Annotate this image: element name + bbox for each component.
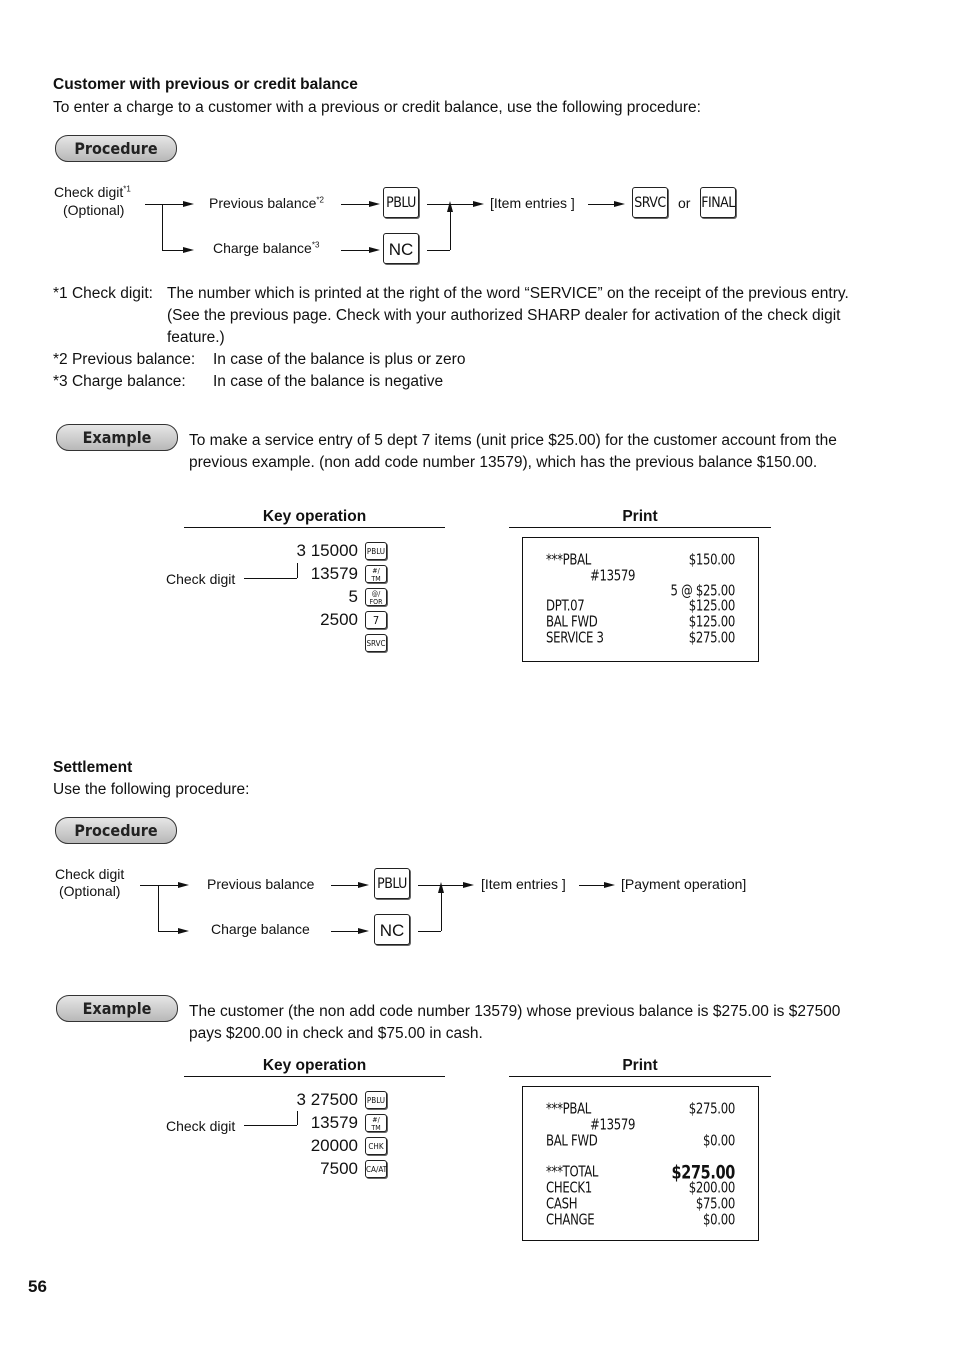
tm-key-small: #/ TM — [365, 1114, 387, 1132]
example-badge: Example — [56, 424, 178, 451]
flow-payment-operation: [Payment operation] — [621, 876, 747, 892]
procedure-badge: Procedure — [55, 135, 177, 162]
for-key-small: @/ FOR — [365, 588, 387, 606]
note-3-text: In case of the balance is negative — [213, 373, 444, 390]
note-2-text: In case of the balance is plus or zero — [213, 351, 466, 368]
receipt-1: ***PBAL $150.00 #13579 5 @ $25.00 DPT.07 $125.00 BAL FWD $125.00 SERVICE 3 $275.00 — [522, 537, 759, 662]
pblu-key: PBLU — [383, 187, 419, 218]
section-heading-settlement: Settlement — [53, 759, 133, 776]
flow-optional: (Optional) — [59, 883, 121, 899]
chk-key-small: CHK — [365, 1137, 387, 1155]
tm-key-small: #/ TM — [365, 565, 387, 583]
caat-key-small: CA/AT — [365, 1160, 387, 1178]
flow-check-digit: Check digit$^{*1}$ — [54, 184, 131, 200]
key-op-value: 20000 — [310, 1136, 358, 1155]
final-key: FINAL — [700, 187, 736, 218]
key-op-value: 3 27500 — [296, 1090, 358, 1109]
flow-or: or — [678, 195, 691, 211]
dept-7-key-small: 7 — [365, 611, 387, 629]
srvc-key: SRVC — [632, 187, 668, 218]
key-op-value: 3 15000 — [296, 541, 358, 560]
pblu-key: PBLU — [374, 868, 410, 899]
key-op-value: 5 — [348, 587, 358, 606]
key-op-value: 13579 — [310, 1113, 358, 1132]
example-text: To make a service entry of 5 dept 7 items (unit price $25.00) for the customer account from the previous example. (non add code number 13579), which has the previous balance $150.00. — [189, 432, 837, 471]
key-op-value: 7500 — [320, 1159, 358, 1178]
flow-previous-balance: Previous balance$^{*2}$ — [209, 195, 324, 211]
example-badge: Example — [56, 995, 178, 1022]
nc-key: NC — [383, 233, 419, 264]
section-intro: To enter a charge to a customer with a previous or credit balance, use the following procedure: — [53, 99, 701, 116]
flow-previous-balance: Previous balance — [207, 876, 315, 892]
example-text: The customer (the non add code number 13579) whose previous balance is $275.00 is $27500 pays $200.00 in check and $75.00 in cash. — [189, 1003, 841, 1042]
pblu-key-small: PBLU — [365, 542, 387, 560]
procedure-badge: Procedure — [55, 817, 177, 844]
flow-charge-balance: Charge balance — [211, 921, 310, 937]
key-operation-header: Key operation — [262, 1057, 367, 1074]
key-operation-header: Key operation — [262, 508, 367, 525]
key-op-value: 2500 — [320, 610, 358, 629]
flow-optional: (Optional) — [63, 202, 125, 218]
srvc-key-small: SRVC — [365, 634, 387, 652]
receipt-2: ***PBAL $275.00 #13579 BAL FWD $0.00 ***TOTAL $275.00 CHECK1 $200.00 CASH $75.00 CHANGE $0.00 — [522, 1086, 759, 1241]
note-1-text: The number which is printed at the right of the word “SERVICE” on the receipt of the previous entry. (See the previous page. Check with your authorized SHARP dealer for activation of the check digit feature.) — [167, 285, 849, 346]
key-op-value: 13579 — [310, 564, 358, 583]
nc-key: NC — [374, 914, 410, 945]
flow-check-digit: Check digit — [55, 866, 125, 882]
note-2-label: *2 Previous balance: — [53, 351, 196, 368]
flow-item-entries: [Item entries ] — [490, 195, 575, 211]
page-number: 56 — [28, 1277, 47, 1296]
print-header: Print — [622, 508, 658, 525]
section-intro: Use the following procedure: — [53, 781, 250, 798]
note-3-label: *3 Charge balance: — [53, 373, 186, 390]
flow-charge-balance: Charge balance$^{*3}$ — [213, 240, 320, 256]
check-digit-label: Check digit — [166, 1118, 236, 1134]
print-header: Print — [622, 1057, 658, 1074]
note-1-label: *1 Check digit: — [53, 285, 153, 302]
section-heading-balance: Customer with previous or credit balance — [53, 76, 358, 93]
check-digit-label: Check digit — [166, 571, 236, 587]
pblu-key-small: PBLU — [365, 1091, 387, 1109]
flow-item-entries: [Item entries ] — [481, 876, 566, 892]
